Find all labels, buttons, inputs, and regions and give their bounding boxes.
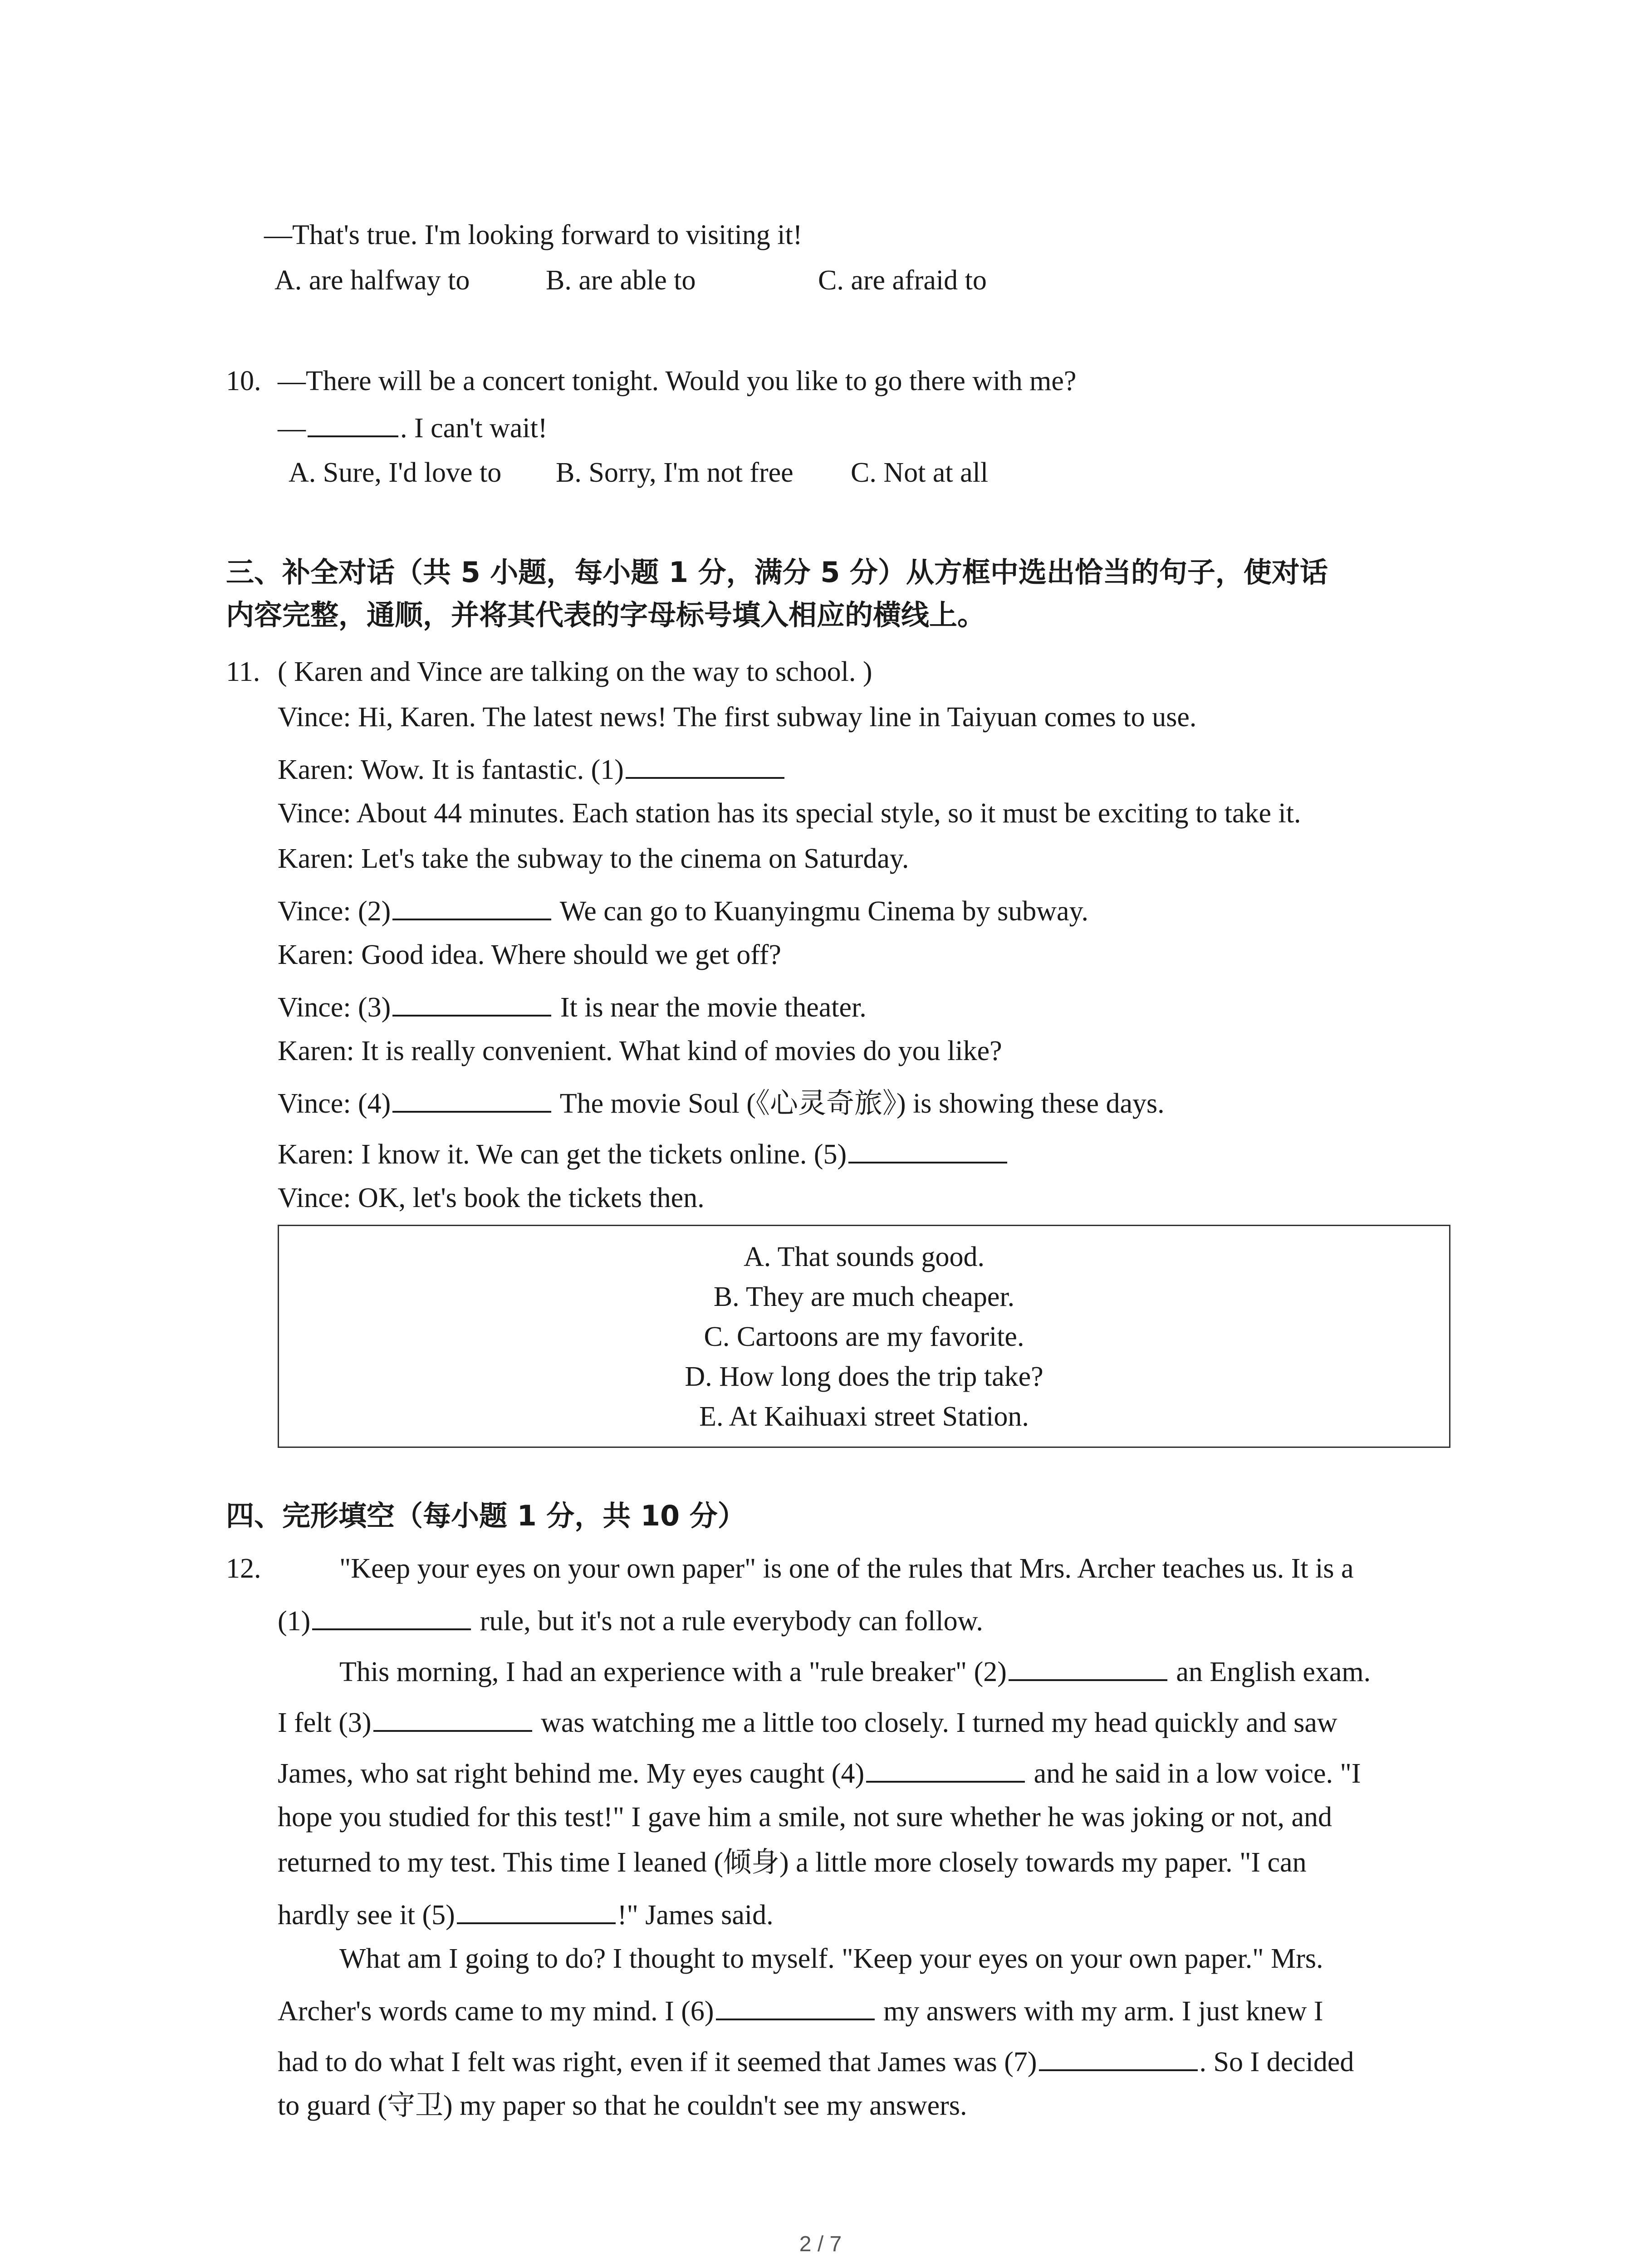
option-e: E. At Kaihuaxi street Station.: [699, 1401, 1029, 1432]
cloze-blank-5[interactable]: [457, 1895, 616, 1924]
cloze-blank-6[interactable]: [716, 1991, 875, 2020]
dialogue-line-10: [278, 1134, 1009, 1173]
dialogue-line-5: [278, 891, 1088, 929]
dialogue-line-11: Vince: OK, let's book the tickets then.: [278, 1183, 705, 1213]
passage-line-11: [278, 2042, 1354, 2080]
option-b: B. They are much cheaper.: [713, 1281, 1015, 1312]
passage-line-8-post: !" James said.: [617, 1900, 774, 1931]
blank-4[interactable]: [392, 1084, 551, 1113]
section3-heading-line1: 三、补全对话（共 5 小题，每小题 1 分，满分 5 分）从方框中选出恰当的句子，使对话: [226, 556, 1328, 589]
dialogue-line-5-speaker: Vince: (2): [278, 896, 391, 927]
q10-reply-suffix: . I can't wait!: [400, 413, 548, 444]
q11-number: 11.: [226, 656, 260, 687]
blank-3[interactable]: [392, 987, 551, 1017]
passage-line-12: to guard (守卫) my paper so that he couldn't see my answers.: [278, 2090, 967, 2121]
q10-option-c: C. Not at all: [851, 457, 989, 488]
dialogue-line-1: Vince: Hi, Karen. The latest news! The first subway line in Taiyuan comes to use.: [278, 702, 1197, 733]
q10-number: 10.: [226, 366, 261, 396]
passage-line-11-post: . So I decided: [1199, 2047, 1354, 2077]
dialogue-line-7-speaker: Vince: (3): [278, 992, 391, 1023]
passage-line-4: [278, 1703, 1337, 1741]
q9-option-b: B. are able to: [546, 265, 696, 296]
passage-line-4-pre: I felt (3): [278, 1707, 372, 1738]
passage-line-2-pre: (1): [278, 1606, 311, 1637]
dialogue-line-7-text: It is near the movie theater.: [553, 992, 867, 1023]
dialogue-line-2: [278, 750, 786, 788]
q10-reply: [278, 408, 547, 446]
passage-line-2-post: rule, but it's not a rule everybody can follow.: [473, 1606, 983, 1637]
dialogue-line-9-speaker: Vince: (4): [278, 1088, 391, 1119]
dialogue-line-4: Karen: Let's take the subway to the cinema on Saturday.: [278, 843, 909, 874]
q10-answer-blank[interactable]: [308, 408, 398, 437]
cloze-blank-7[interactable]: [1039, 2042, 1198, 2071]
cloze-blank-1[interactable]: [312, 1601, 471, 1630]
blank-5[interactable]: [848, 1134, 1007, 1163]
passage-line-3: [339, 1652, 1371, 1690]
q9-reply: —That's true. I'm looking forward to visiting it!: [264, 220, 803, 250]
passage-line-6: hope you studied for this test!" I gave him a smile, not sure whether he was joking or not, and: [278, 1802, 1332, 1833]
passage-line-2: [278, 1601, 983, 1639]
dialogue-line-5-text: We can go to Kuanyingmu Cinema by subway.: [553, 896, 1089, 927]
passage-line-3-pre: This morning, I had an experience with a "rule breaker" (2): [339, 1657, 1007, 1687]
option-c: C. Cartoons are my favorite.: [704, 1321, 1024, 1352]
dialogue-line-10-text: Karen: I know it. We can get the tickets online. (5): [278, 1139, 847, 1170]
dialogue-line-2-text: Karen: Wow. It is fantastic. (1): [278, 754, 624, 785]
options-box: [278, 1225, 1450, 1448]
passage-line-4-post: was watching me a little too closely. I turned my head quickly and saw: [534, 1707, 1337, 1738]
blank-1[interactable]: [626, 750, 784, 779]
passage-line-10-post: my answers with my arm. I just knew I: [876, 1996, 1323, 2027]
blank-2[interactable]: [392, 891, 551, 920]
section3-heading-line2: 内容完整，通顺，并将其代表的字母标号填入相应的横线上。: [226, 598, 986, 631]
q10-option-b: B. Sorry, I'm not free: [556, 457, 794, 488]
q9-option-a: A. are halfway to: [274, 265, 470, 296]
q12-number: 12.: [226, 1553, 261, 1584]
passage-line-1: "Keep your eyes on your own paper" is one of the rules that Mrs. Archer teaches us. It is a: [339, 1553, 1354, 1584]
cloze-blank-2[interactable]: [1009, 1652, 1167, 1681]
dialogue-line-8: Karen: It is really convenient. What kind of movies do you like?: [278, 1036, 1002, 1066]
dialogue-line-7: [278, 987, 867, 1026]
passage-line-9: What am I going to do? I thought to myself. "Keep your eyes on your own paper." Mrs.: [339, 1943, 1323, 1974]
passage-line-7: returned to my test. This time I leaned (倾身) a little more closely towards my paper. "I can: [278, 1847, 1307, 1878]
passage-line-5: [278, 1754, 1361, 1792]
passage-line-8: [278, 1895, 774, 1933]
passage-line-10: [278, 1991, 1323, 2029]
cloze-blank-3[interactable]: [373, 1703, 532, 1732]
dialogue-line-6: Karen: Good idea. Where should we get off?: [278, 939, 781, 970]
passage-line-5-pre: James, who sat right behind me. My eyes caught (4): [278, 1758, 865, 1789]
dialogue-line-9: [278, 1084, 1165, 1122]
option-d: D. How long does the trip take?: [685, 1361, 1043, 1392]
dialogue-line-9-text: The movie Soul (《心灵奇旅》) is showing these days.: [553, 1088, 1165, 1119]
q10-question: —There will be a concert tonight. Would you like to go there with me?: [278, 366, 1077, 396]
passage-line-8-pre: hardly see it (5): [278, 1900, 455, 1931]
passage-line-11-pre: had to do what I felt was right, even if it seemed that James was (7): [278, 2047, 1037, 2077]
q9-option-c: C. are afraid to: [818, 265, 987, 296]
section4-heading: 四、完形填空（每小题 1 分，共 10 分）: [226, 1499, 746, 1532]
cloze-blank-4[interactable]: [866, 1754, 1025, 1783]
passage-line-5-post: and he said in a low voice. "I: [1027, 1758, 1361, 1789]
option-a: A. That sounds good.: [743, 1242, 985, 1272]
passage-line-3-post: an English exam.: [1169, 1657, 1371, 1687]
q10-option-a: A. Sure, I'd love to: [289, 457, 502, 488]
passage-line-10-pre: Archer's words came to my mind. I (6): [278, 1996, 714, 2027]
q10-reply-prefix: —: [278, 413, 306, 444]
page-number: 2 / 7: [799, 2232, 842, 2256]
q11-intro: ( Karen and Vince are talking on the way to school. ): [278, 656, 872, 687]
dialogue-line-3: Vince: About 44 minutes. Each station has its special style, so it must be exciting to take it.: [278, 798, 1301, 829]
